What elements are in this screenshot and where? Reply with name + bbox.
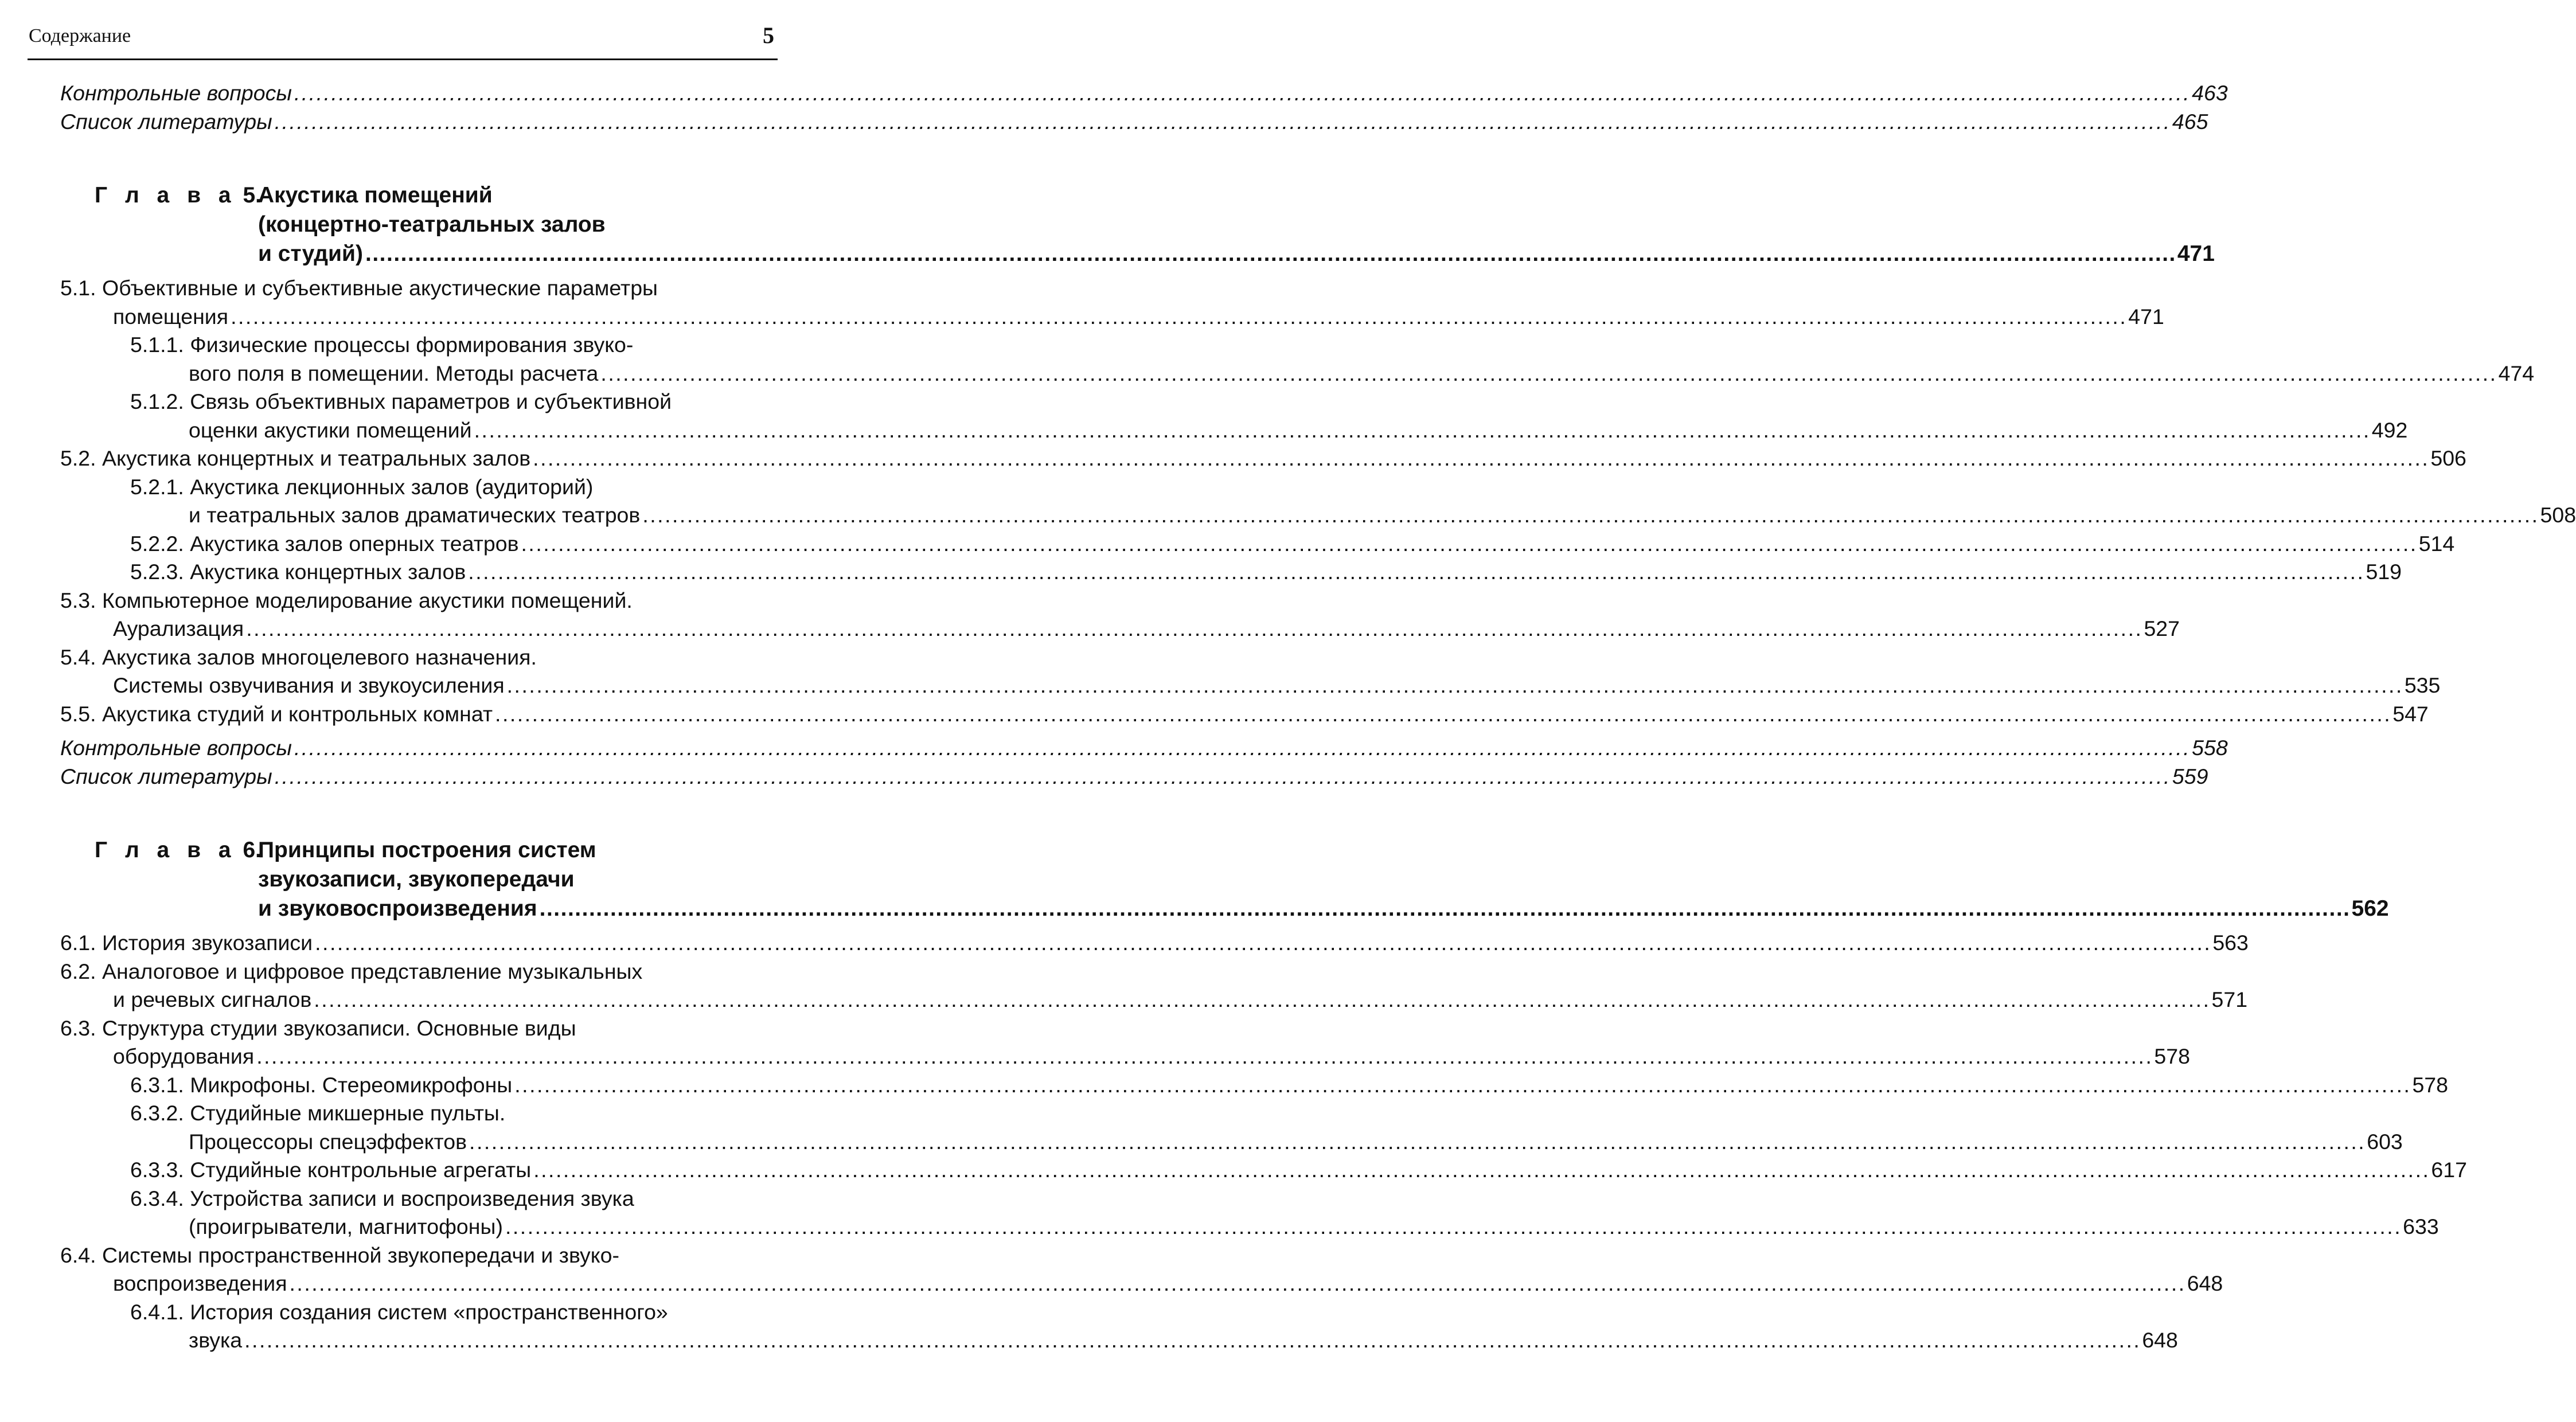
chapter-6-heading[interactable]: Г л а в а 6. Принципы построения систем звукозаписи, звукопередачи и звуковоспроизведения ................................................................................................................................................................................................................................................................ 562 [95, 838, 2389, 921]
toc-entry-5-2-2[interactable]: 5.2.2. Акустика залов оперных театров ................................................................................................................................................................................................................................................................ 514 [130, 531, 2455, 556]
toc-entry-5-2-1[interactable]: 5.2.1. Акустика лекционных залов (аудиторий) и театральных залов драматических театров ................................................................................................................................................................................................................................................................ 508 [130, 474, 2576, 527]
toc-entry-6-3-4[interactable]: 6.3.4. Устройства записи и воспроизведения звука (проигрыватели, магнитофоны) ................................................................................................................................................................................................................................................................ 633 [130, 1186, 2439, 1239]
toc-entry-questions-4[interactable]: Контрольные вопросы ................................................................................................................................................................................................................................................................ 463 [60, 79, 770, 108]
toc-entry-6-2[interactable]: 6.2. Аналоговое и цифровое представление музыкальных и речевых сигналов ................................................................................................................................................................................................................................................................ 571 [60, 959, 2248, 1011]
toc-entry-5-2-3[interactable]: 5.2.3. Акустика концертных залов ................................................................................................................................................................................................................................................................ 519 [130, 560, 2402, 584]
toc-entry-5-1-2[interactable]: 5.1.2. Связь объективных параметров и субъективной оценки акустики помещений ................................................................................................................................................................................................................................................................ 492 [130, 389, 2408, 442]
toc-entry-5-5[interactable]: 5.5. Акустика студий и контрольных комнат ................................................................................................................................................................................................................................................................ 547 [60, 701, 2429, 726]
toc-entry-literature-5[interactable]: Список литературы ................................................................................................................................................................................................................................................................ 559 [60, 764, 2208, 788]
toc-entry-6-4-1[interactable]: 6.4.1. История создания систем «пространственного» звука ................................................................................................................................................................................................................................................................ 648 [130, 1299, 2178, 1352]
page-number: 5 [763, 22, 774, 48]
dot-leader: ................................................................................................................................................................................................................................................................ [365, 241, 2176, 266]
chapter-5-heading[interactable]: Г л а в а 5. Акустика помещений (концертно-театральных залов и студий) ................................................................................................................................................................................................................................................................ 471 [60, 181, 770, 268]
toc-entry-6-3[interactable]: 6.3. Структура студии звукозаписи. Основные виды оборудования ................................................................................................................................................................................................................................................................ 578 [60, 1015, 2190, 1068]
toc-entry-6-3-1[interactable]: 6.3.1. Микрофоны. Стереомикрофоны ................................................................................................................................................................................................................................................................ 578 [130, 1072, 2449, 1097]
toc-entry-5-3[interactable]: 5.3. Компьютерное моделирование акустики помещений. Аурализация ................................................................................................................................................................................................................................................................ 527 [60, 588, 2180, 640]
section-title: Содержание [29, 25, 131, 46]
toc-entry-6-1[interactable]: 6.1. История звукозаписи ................................................................................................................................................................................................................................................................ 563 [60, 931, 2249, 955]
toc-entry-6-4[interactable]: 6.4. Системы пространственной звукопередачи и звуко- воспроизведения ................................................................................................................................................................................................................................................................ 648 [60, 1243, 2223, 1295]
toc-entry-5-2[interactable]: 5.2. Акустика концертных и театральных залов ................................................................................................................................................................................................................................................................ 506 [60, 446, 2466, 470]
table-of-contents [60, 79, 2576, 1355]
toc-entry-6-3-3[interactable]: 6.3.3. Студийные контрольные агрегаты ................................................................................................................................................................................................................................................................ 617 [130, 1158, 2467, 1182]
toc-entry-5-1-1[interactable]: 5.1.1. Физические процессы формирования звуко- вого поля в помещении. Методы расчета ................................................................................................................................................................................................................................................................ 474 [130, 333, 2535, 385]
toc-entry-questions-5[interactable]: Контрольные вопросы ................................................................................................................................................................................................................................................................ 558 [60, 736, 2228, 760]
toc-entry-6-3-2[interactable]: 6.3.2. Студийные микшерные пульты. Процессоры спецэффектов ................................................................................................................................................................................................................................................................ 603 [130, 1101, 2403, 1154]
page-header [28, 21, 778, 60]
dot-leader: ................................................................................................................................................................................................................................................................ [294, 81, 2191, 105]
toc-entry-literature-4[interactable]: Список литературы ................................................................................................................................................................................................................................................................ 465 [60, 108, 770, 136]
toc-entry-5-4[interactable]: 5.4. Акустика залов многоцелевого назначения. Системы озвучивания и звукоусиления ................................................................................................................................................................................................................................................................ 535 [60, 644, 2441, 697]
toc-entry-5-1[interactable]: 5.1. Объективные и субъективные акустические параметры помещения ................................................................................................................................................................................................................................................................ 471 [60, 276, 2164, 329]
dot-leader: ................................................................................................................................................................................................................................................................ [274, 109, 2171, 134]
